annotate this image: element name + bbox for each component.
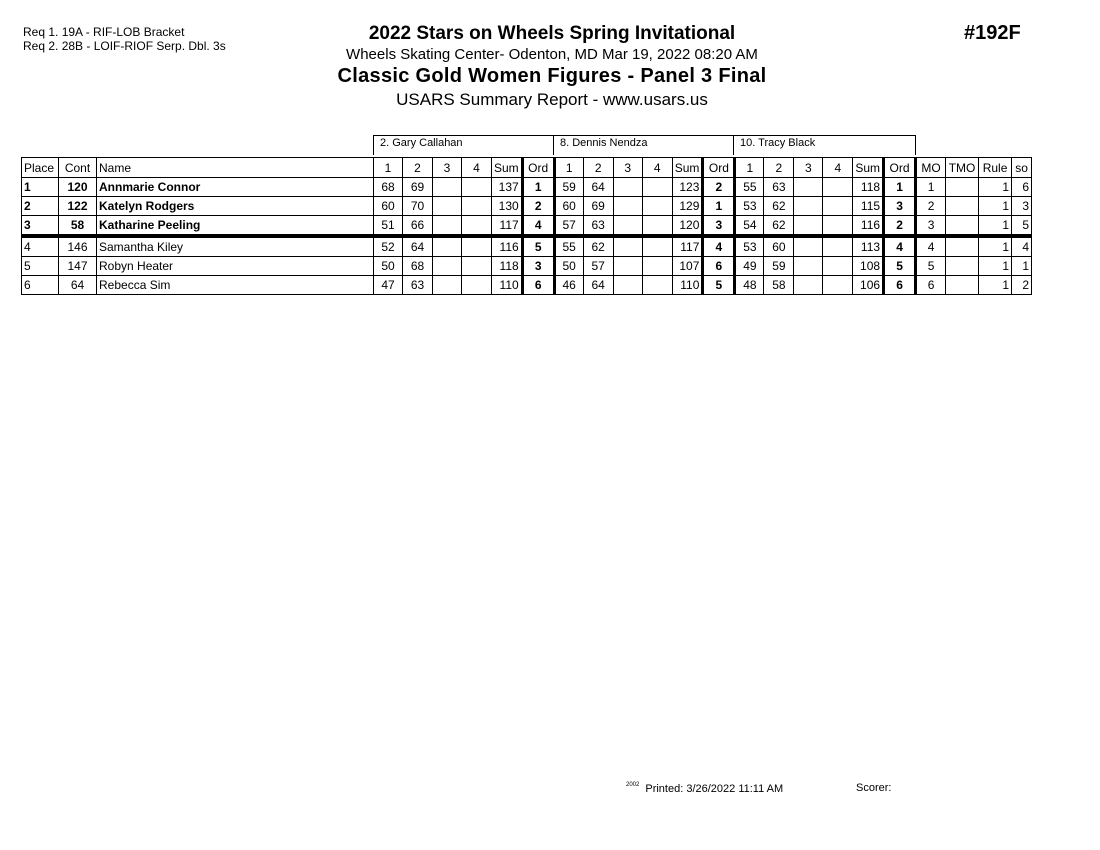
cell-judge2-score3 <box>613 257 642 276</box>
cell-mo: 2 <box>916 197 946 216</box>
cell-judge3-score1: 48 <box>735 276 764 295</box>
col-j2-4: 4 <box>642 158 672 178</box>
cell-judge1-score3 <box>433 197 462 216</box>
event-name: Classic Gold Women Figures - Panel 3 Final <box>337 65 767 87</box>
cell-tmo <box>946 257 979 276</box>
col-j1-sum: Sum <box>492 158 523 178</box>
cell-so: 6 <box>1012 178 1032 197</box>
requirement-1: Req 1. 19A - RIF-LOB Bracket <box>23 25 185 39</box>
cell-judge1-score2: 70 <box>403 197 433 216</box>
cell-judge2-score1: 59 <box>554 178 583 197</box>
cell-judge2-score1: 50 <box>554 257 583 276</box>
cell-judge1-sum: 118 <box>492 257 523 276</box>
cell-judge2-score4 <box>642 216 672 237</box>
cell-judge1-sum: 137 <box>492 178 523 197</box>
cell-judge2-score3 <box>613 236 642 257</box>
cell-rule: 1 <box>979 276 1012 295</box>
cell-judge2-score3 <box>613 178 642 197</box>
col-j2-3: 3 <box>613 158 642 178</box>
cell-judge3-sum: 106 <box>853 276 884 295</box>
cell-rule: 1 <box>979 197 1012 216</box>
judge-header-2: 8. Dennis Nendza <box>553 135 734 155</box>
event-number: #192F <box>964 22 1021 44</box>
cell-judge2-score1: 57 <box>554 216 583 237</box>
cell-judge2-sum: 110 <box>672 276 703 295</box>
cell-judge1-ord: 1 <box>522 178 554 197</box>
table-row <box>22 178 1032 197</box>
cell-judge2-score4 <box>642 178 672 197</box>
cell-judge1-score3 <box>433 257 462 276</box>
printed-text: Printed: 3/26/2022 11:11 AM <box>645 783 784 795</box>
cell-judge2-score3 <box>613 197 642 216</box>
cell-judge3-ord: 6 <box>884 276 916 295</box>
col-j3-2: 2 <box>764 158 794 178</box>
cell-judge2-sum: 120 <box>672 216 703 237</box>
col-j1-3: 3 <box>433 158 462 178</box>
cell-judge3-score4 <box>823 216 853 237</box>
cell-judge1-score2: 66 <box>403 216 433 237</box>
col-j2-2: 2 <box>583 158 613 178</box>
table-row <box>22 257 1032 276</box>
cell-place: 5 <box>22 257 59 276</box>
footer-code: 2002 <box>626 782 640 788</box>
cell-place: 3 <box>22 216 59 237</box>
cell-name: Samantha Kiley <box>97 236 374 257</box>
cell-tmo <box>946 216 979 237</box>
col-j2-1: 1 <box>554 158 583 178</box>
cell-judge2-score1: 55 <box>554 236 583 257</box>
cell-judge2-score3 <box>613 216 642 237</box>
cell-cont: 120 <box>59 178 97 197</box>
col-mo: MO <box>916 158 946 178</box>
cell-judge3-score1: 55 <box>735 178 764 197</box>
col-j3-ord: Ord <box>884 158 916 178</box>
cell-judge3-sum: 115 <box>853 197 884 216</box>
cell-cont: 64 <box>59 276 97 295</box>
cell-judge3-score3 <box>794 236 823 257</box>
col-j1-ord: Ord <box>522 158 554 178</box>
cell-judge2-score2: 64 <box>583 276 613 295</box>
col-j1-4: 4 <box>462 158 492 178</box>
cell-judge2-score2: 57 <box>583 257 613 276</box>
cell-judge1-score4 <box>462 197 492 216</box>
cell-judge3-sum: 118 <box>853 178 884 197</box>
cell-judge2-score4 <box>642 236 672 257</box>
col-name: Name <box>97 158 374 178</box>
cell-judge2-ord: 5 <box>703 276 735 295</box>
cell-so: 2 <box>1012 276 1032 295</box>
cell-judge3-ord: 2 <box>884 216 916 237</box>
requirement-2: Req 2. 28B - LOIF-RIOF Serp. Dbl. 3s <box>23 39 226 53</box>
col-j1-1: 1 <box>374 158 403 178</box>
col-rule: Rule <box>979 158 1012 178</box>
cell-cont: 122 <box>59 197 97 216</box>
cell-judge3-sum: 113 <box>853 236 884 257</box>
cell-judge1-ord: 4 <box>522 216 554 237</box>
cell-judge2-score2: 62 <box>583 236 613 257</box>
cell-judge2-sum: 107 <box>672 257 703 276</box>
cell-place: 4 <box>22 236 59 257</box>
cell-judge3-score4 <box>823 197 853 216</box>
cell-name: Katharine Peeling <box>97 216 374 237</box>
cell-so: 3 <box>1012 197 1032 216</box>
cell-so: 5 <box>1012 216 1032 237</box>
cell-judge1-score3 <box>433 276 462 295</box>
cell-mo: 3 <box>916 216 946 237</box>
cell-judge1-score4 <box>462 236 492 257</box>
col-j1-2: 2 <box>403 158 433 178</box>
requirements <box>23 25 226 53</box>
cell-judge1-ord: 3 <box>522 257 554 276</box>
cell-judge1-ord: 2 <box>522 197 554 216</box>
cell-judge3-ord: 4 <box>884 236 916 257</box>
col-j3-3: 3 <box>794 158 823 178</box>
cell-judge2-score4 <box>642 276 672 295</box>
cell-judge3-ord: 5 <box>884 257 916 276</box>
table-header-row <box>22 158 1032 178</box>
cell-tmo <box>946 197 979 216</box>
cell-judge1-score4 <box>462 257 492 276</box>
col-cont: Cont <box>59 158 97 178</box>
cell-rule: 1 <box>979 257 1012 276</box>
cell-judge2-sum: 123 <box>672 178 703 197</box>
cell-judge3-score1: 54 <box>735 216 764 237</box>
cell-judge3-score4 <box>823 178 853 197</box>
cell-judge3-score4 <box>823 276 853 295</box>
cell-mo: 4 <box>916 236 946 257</box>
judge-header-3: 10. Tracy Black <box>733 135 916 155</box>
col-j2-sum: Sum <box>672 158 703 178</box>
cell-rule: 1 <box>979 236 1012 257</box>
table-row <box>22 216 1032 237</box>
cell-mo: 6 <box>916 276 946 295</box>
cell-rule: 1 <box>979 178 1012 197</box>
cell-judge2-score3 <box>613 276 642 295</box>
cell-judge3-score2: 59 <box>764 257 794 276</box>
cell-judge1-score2: 68 <box>403 257 433 276</box>
cell-judge2-ord: 4 <box>703 236 735 257</box>
table-row <box>22 197 1032 216</box>
cell-judge1-score1: 50 <box>374 257 403 276</box>
cell-judge3-score2: 62 <box>764 197 794 216</box>
scorer-label: Scorer: <box>856 782 892 794</box>
cell-cont: 147 <box>59 257 97 276</box>
cell-cont: 58 <box>59 216 97 237</box>
cell-judge3-score2: 60 <box>764 236 794 257</box>
cell-judge2-score2: 69 <box>583 197 613 216</box>
cell-judge1-score3 <box>433 178 462 197</box>
cell-judge3-score3 <box>794 216 823 237</box>
cell-place: 6 <box>22 276 59 295</box>
cell-judge2-ord: 1 <box>703 197 735 216</box>
cell-judge1-score4 <box>462 216 492 237</box>
table-row <box>22 276 1032 295</box>
cell-name: Rebecca Sim <box>97 276 374 295</box>
cell-judge3-score2: 63 <box>764 178 794 197</box>
cell-judge1-sum: 116 <box>492 236 523 257</box>
cell-judge1-score4 <box>462 178 492 197</box>
cell-place: 1 <box>22 178 59 197</box>
cell-judge2-score2: 63 <box>583 216 613 237</box>
cell-judge3-score1: 53 <box>735 236 764 257</box>
cell-judge3-ord: 3 <box>884 197 916 216</box>
results-body <box>22 178 1032 295</box>
report-type: USARS Summary Report - www.usars.us <box>396 90 708 109</box>
cell-judge3-score3 <box>794 197 823 216</box>
cell-judge1-score2: 63 <box>403 276 433 295</box>
cell-judge2-score1: 60 <box>554 197 583 216</box>
cell-judge1-score2: 64 <box>403 236 433 257</box>
cell-judge1-score2: 69 <box>403 178 433 197</box>
cell-judge1-score3 <box>433 216 462 237</box>
table-row <box>22 236 1032 257</box>
cell-judge1-sum: 110 <box>492 276 523 295</box>
competition-title: 2022 Stars on Wheels Spring Invitational <box>368 23 736 44</box>
cell-so: 4 <box>1012 236 1032 257</box>
cell-judge3-score4 <box>823 257 853 276</box>
cell-judge2-ord: 3 <box>703 216 735 237</box>
judge-header-1: 2. Gary Callahan <box>373 135 554 155</box>
cell-judge1-score1: 60 <box>374 197 403 216</box>
cell-judge2-sum: 129 <box>672 197 703 216</box>
col-j3-1: 1 <box>735 158 764 178</box>
cell-judge2-ord: 6 <box>703 257 735 276</box>
cell-judge1-score1: 68 <box>374 178 403 197</box>
cell-mo: 1 <box>916 178 946 197</box>
cell-judge1-score1: 51 <box>374 216 403 237</box>
col-j3-4: 4 <box>823 158 853 178</box>
cell-judge1-score1: 52 <box>374 236 403 257</box>
cell-name: Katelyn Rodgers <box>97 197 374 216</box>
cell-mo: 5 <box>916 257 946 276</box>
cell-judge2-score4 <box>642 197 672 216</box>
cell-judge1-sum: 117 <box>492 216 523 237</box>
col-j2-ord: Ord <box>703 158 735 178</box>
cell-tmo <box>946 178 979 197</box>
printed-timestamp <box>626 782 783 795</box>
cell-name: Robyn Heater <box>97 257 374 276</box>
cell-judge1-score4 <box>462 276 492 295</box>
cell-judge3-score3 <box>794 178 823 197</box>
results-table <box>21 157 1032 295</box>
cell-name: Annmarie Connor <box>97 178 374 197</box>
cell-judge2-score1: 46 <box>554 276 583 295</box>
cell-judge2-score2: 64 <box>583 178 613 197</box>
col-tmo: TMO <box>946 158 979 178</box>
cell-rule: 1 <box>979 216 1012 237</box>
cell-so: 1 <box>1012 257 1032 276</box>
cell-judge1-score1: 47 <box>374 276 403 295</box>
cell-judge3-score4 <box>823 236 853 257</box>
report-header <box>252 22 852 111</box>
competition-venue-date: Wheels Skating Center- Odenton, MD Mar 19, 2022 08:20 AM <box>346 46 758 63</box>
cell-judge3-score1: 53 <box>735 197 764 216</box>
cell-tmo <box>946 276 979 295</box>
cell-cont: 146 <box>59 236 97 257</box>
col-so: so <box>1012 158 1032 178</box>
cell-judge3-score1: 49 <box>735 257 764 276</box>
cell-judge2-ord: 2 <box>703 178 735 197</box>
cell-judge1-score3 <box>433 236 462 257</box>
cell-judge3-ord: 1 <box>884 178 916 197</box>
cell-judge2-score4 <box>642 257 672 276</box>
cell-judge2-sum: 117 <box>672 236 703 257</box>
cell-judge1-sum: 130 <box>492 197 523 216</box>
cell-place: 2 <box>22 197 59 216</box>
cell-judge3-score3 <box>794 257 823 276</box>
col-place: Place <box>22 158 59 178</box>
col-j3-sum: Sum <box>853 158 884 178</box>
cell-judge1-ord: 5 <box>522 236 554 257</box>
cell-judge3-sum: 108 <box>853 257 884 276</box>
cell-judge1-ord: 6 <box>522 276 554 295</box>
cell-judge3-score2: 62 <box>764 216 794 237</box>
cell-tmo <box>946 236 979 257</box>
cell-judge3-score3 <box>794 276 823 295</box>
cell-judge3-sum: 116 <box>853 216 884 237</box>
cell-judge3-score2: 58 <box>764 276 794 295</box>
